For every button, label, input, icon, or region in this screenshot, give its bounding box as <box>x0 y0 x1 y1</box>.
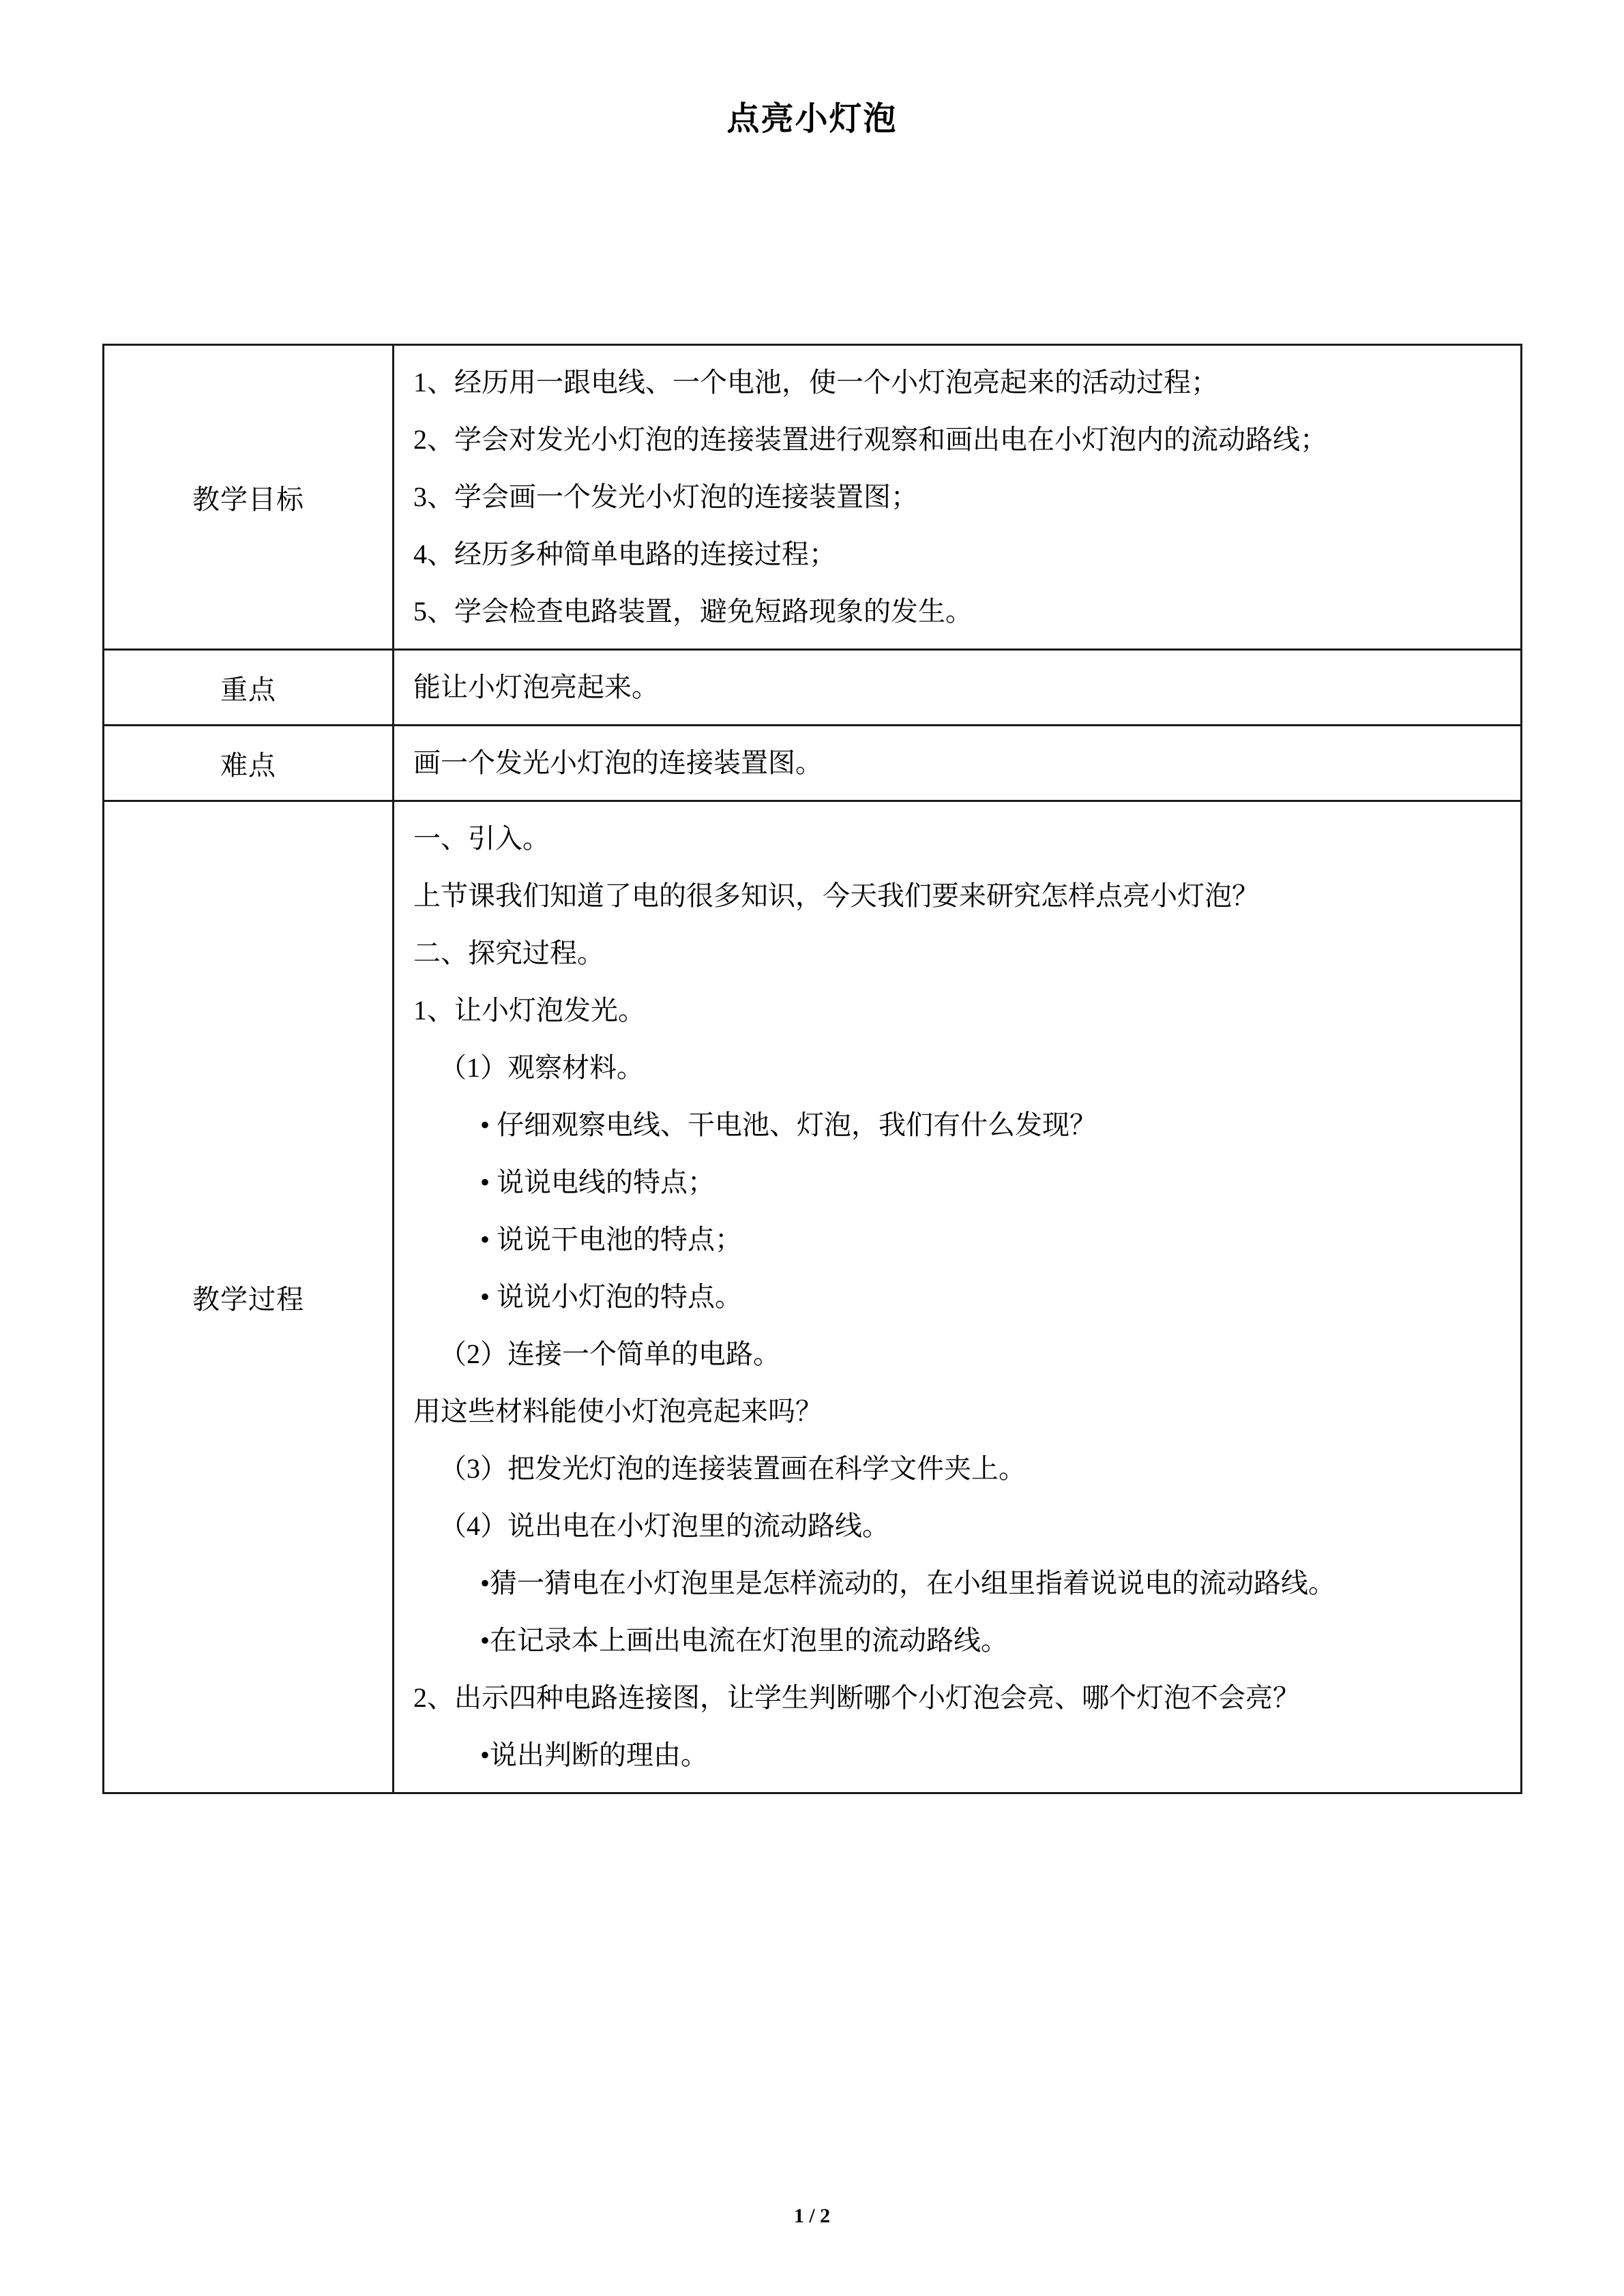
text-line: （1）观察材料。 <box>439 1052 644 1083</box>
text-line: （2）连接一个简单的电路。 <box>439 1339 780 1369</box>
text-line: • 说说干电池的特点； <box>480 1224 743 1255</box>
text-line: •在记录本上画出电流在灯泡里的流动路线。 <box>480 1625 1009 1656</box>
text-line: （3）把发光灯泡的连接装置画在科学文件夹上。 <box>439 1453 1026 1484</box>
table-row-process <box>104 801 1522 1793</box>
text-line: 2、出示四种电路连接图，让学生判断哪个小灯泡会亮、哪个灯泡不会亮？ <box>413 1682 1300 1713</box>
text-line: 3、学会画一个发光小灯泡的连接装置图； <box>413 481 918 512</box>
row-content-key-point <box>394 650 1522 726</box>
table-row-objectives <box>104 345 1522 650</box>
text-line: 4、经历多种简单电路的连接过程； <box>413 539 836 569</box>
text-line: 2、学会对发光小灯泡的连接装置进行观察和画出电在小灯泡内的流动路线； <box>413 424 1327 455</box>
text-line: （4）说出电在小灯泡里的流动路线。 <box>439 1510 889 1541</box>
text-line: • 说说电线的特点； <box>480 1167 715 1197</box>
row-content-difficulty <box>394 726 1522 801</box>
table-row-key-point <box>104 650 1522 726</box>
text-line: 用这些材料能使小灯泡亮起来吗？ <box>413 1396 823 1427</box>
text-line: 二、探究过程。 <box>413 938 604 968</box>
text-line: 1、让小灯泡发光。 <box>413 995 645 1026</box>
text-line: 能让小灯泡亮起来。 <box>413 672 659 702</box>
row-label-difficulty: 难点 <box>104 726 394 801</box>
text-line: 一、引入。 <box>413 823 550 854</box>
row-label-key-point: 重点 <box>104 650 394 726</box>
row-content-process <box>394 801 1522 1793</box>
row-content-objectives <box>394 345 1522 650</box>
page-number: 1 / 2 <box>793 2205 831 2227</box>
text-line: 1、经历用一跟电线、一个电池，使一个小灯泡亮起来的活动过程； <box>413 367 1218 398</box>
table-row-difficulty <box>104 726 1522 801</box>
text-line: • 说说小灯泡的特点。 <box>480 1281 743 1312</box>
text-line: 上节课我们知道了电的很多知识，今天我们要来研究怎样点亮小灯泡？ <box>413 880 1259 911</box>
page-title: 点亮小灯泡 <box>726 101 898 137</box>
text-line: •说出判断的理由。 <box>480 1740 709 1770</box>
text-line: • 仔细观察电线、干电池、灯泡，我们有什么发现？ <box>480 1109 1097 1140</box>
text-line: 画一个发光小灯泡的连接装置图。 <box>413 747 823 778</box>
text-line: •猜一猜电在小灯泡里是怎样流动的，在小组里指着说说电的流动路线。 <box>480 1568 1336 1598</box>
lesson-plan-table <box>102 344 1522 1794</box>
text-line: 5、学会检查电路装置，避免短路现象的发生。 <box>413 596 973 627</box>
row-label-process: 教学过程 <box>104 801 394 1793</box>
row-label-objectives: 教学目标 <box>104 345 394 650</box>
